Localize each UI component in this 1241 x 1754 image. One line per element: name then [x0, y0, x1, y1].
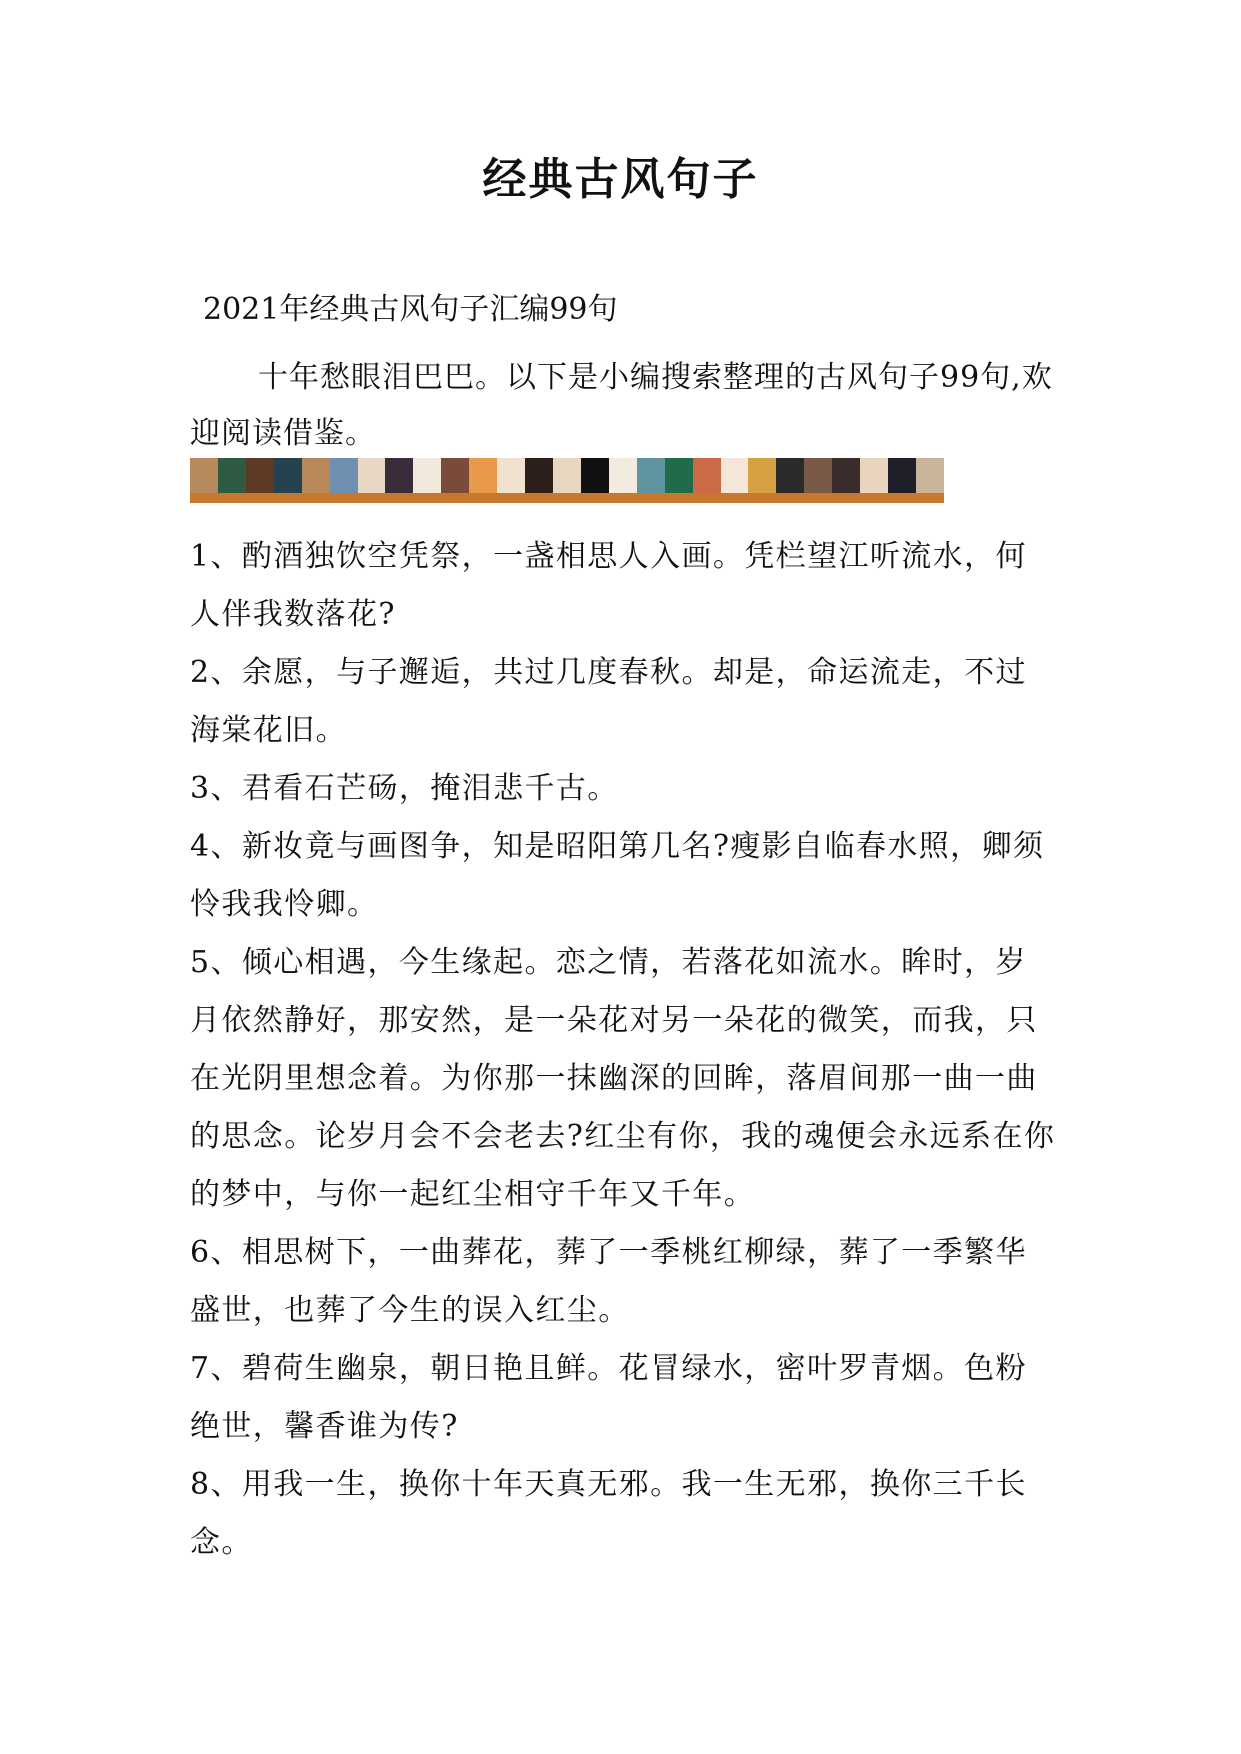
list-item: 1、酌酒独饮空凭祭，一盏相思人入画。凭栏望江听流水，何人伴我数落花?: [190, 539, 1027, 632]
book-spine: [693, 458, 721, 493]
list-item: 8、用我一生，换你十年天真无邪。我一生无邪，换你三千长念。: [190, 1467, 1027, 1560]
book-spine: [441, 458, 469, 493]
book-spine: [246, 458, 274, 493]
book-spine: [916, 458, 944, 493]
sentence-list: [190, 528, 1058, 1572]
book-spine: [358, 458, 386, 493]
book-spine: [888, 458, 916, 493]
book-spine: [832, 458, 860, 493]
book-spine: [274, 458, 302, 493]
book-spine: [385, 458, 413, 493]
book-spine: [330, 458, 358, 493]
book-spine: [609, 458, 637, 493]
bookshelf-books: [190, 458, 944, 493]
list-item: 7、碧荷生幽泉，朝日艳且鲜。花冒绿水，密叶罗青烟。色粉绝世，馨香谁为传?: [190, 1351, 1027, 1444]
bookshelf-shelf: [190, 493, 944, 503]
book-spine: [553, 458, 581, 493]
bookshelf-divider-image: [190, 458, 944, 503]
book-spine: [748, 458, 776, 493]
book-spine: [860, 458, 888, 493]
book-spine: [665, 458, 693, 493]
book-spine: [190, 458, 218, 493]
book-spine: [637, 458, 665, 493]
book-spine: [302, 458, 330, 493]
list-item: 6、相思树下，一曲葬花，葬了一季桃红柳绿，葬了一季繁华盛世，也葬了今生的误入红尘。: [190, 1235, 1027, 1328]
book-spine: [497, 458, 525, 493]
book-spine: [525, 458, 553, 493]
list-item: 2、余愿，与子邂逅，共过几度春秋。却是，命运流走，不过海棠花旧。: [190, 655, 1027, 748]
book-spine: [469, 458, 497, 493]
document-subtitle: 2021年经典古风句子汇编99句: [203, 292, 618, 327]
book-spine: [804, 458, 832, 493]
list-item: 3、君看石芒砀，掩泪悲千古。: [190, 771, 619, 806]
page-title: 经典古风句子: [482, 154, 759, 205]
book-spine: [581, 458, 609, 493]
book-spine: [218, 458, 246, 493]
book-spine: [413, 458, 441, 493]
list-item: 5、倾心相遇，今生缘起。恋之情，若落花如流水。眸时，岁月依然静好，那安然，是一朵花对另一朵花的微笑，而我，只在光阴里想念着。为你那一抹幽深的回眸，落眉间那一曲一曲的思念。论岁月会不会老去?红尘有你，我的魂便会永远系在你的梦中，与你一起红尘相守千年又千年。: [190, 945, 1056, 1212]
book-spine: [776, 458, 804, 493]
list-item: 4、新妆竟与画图争，知是昭阳第几名?瘦影自临春水照，卿须怜我我怜卿。: [190, 829, 1045, 922]
book-spine: [721, 458, 749, 493]
intro-paragraph: 十年愁眼泪巴巴。以下是小编搜索整理的古风句子99句,欢迎阅读借鉴。: [190, 360, 1053, 451]
